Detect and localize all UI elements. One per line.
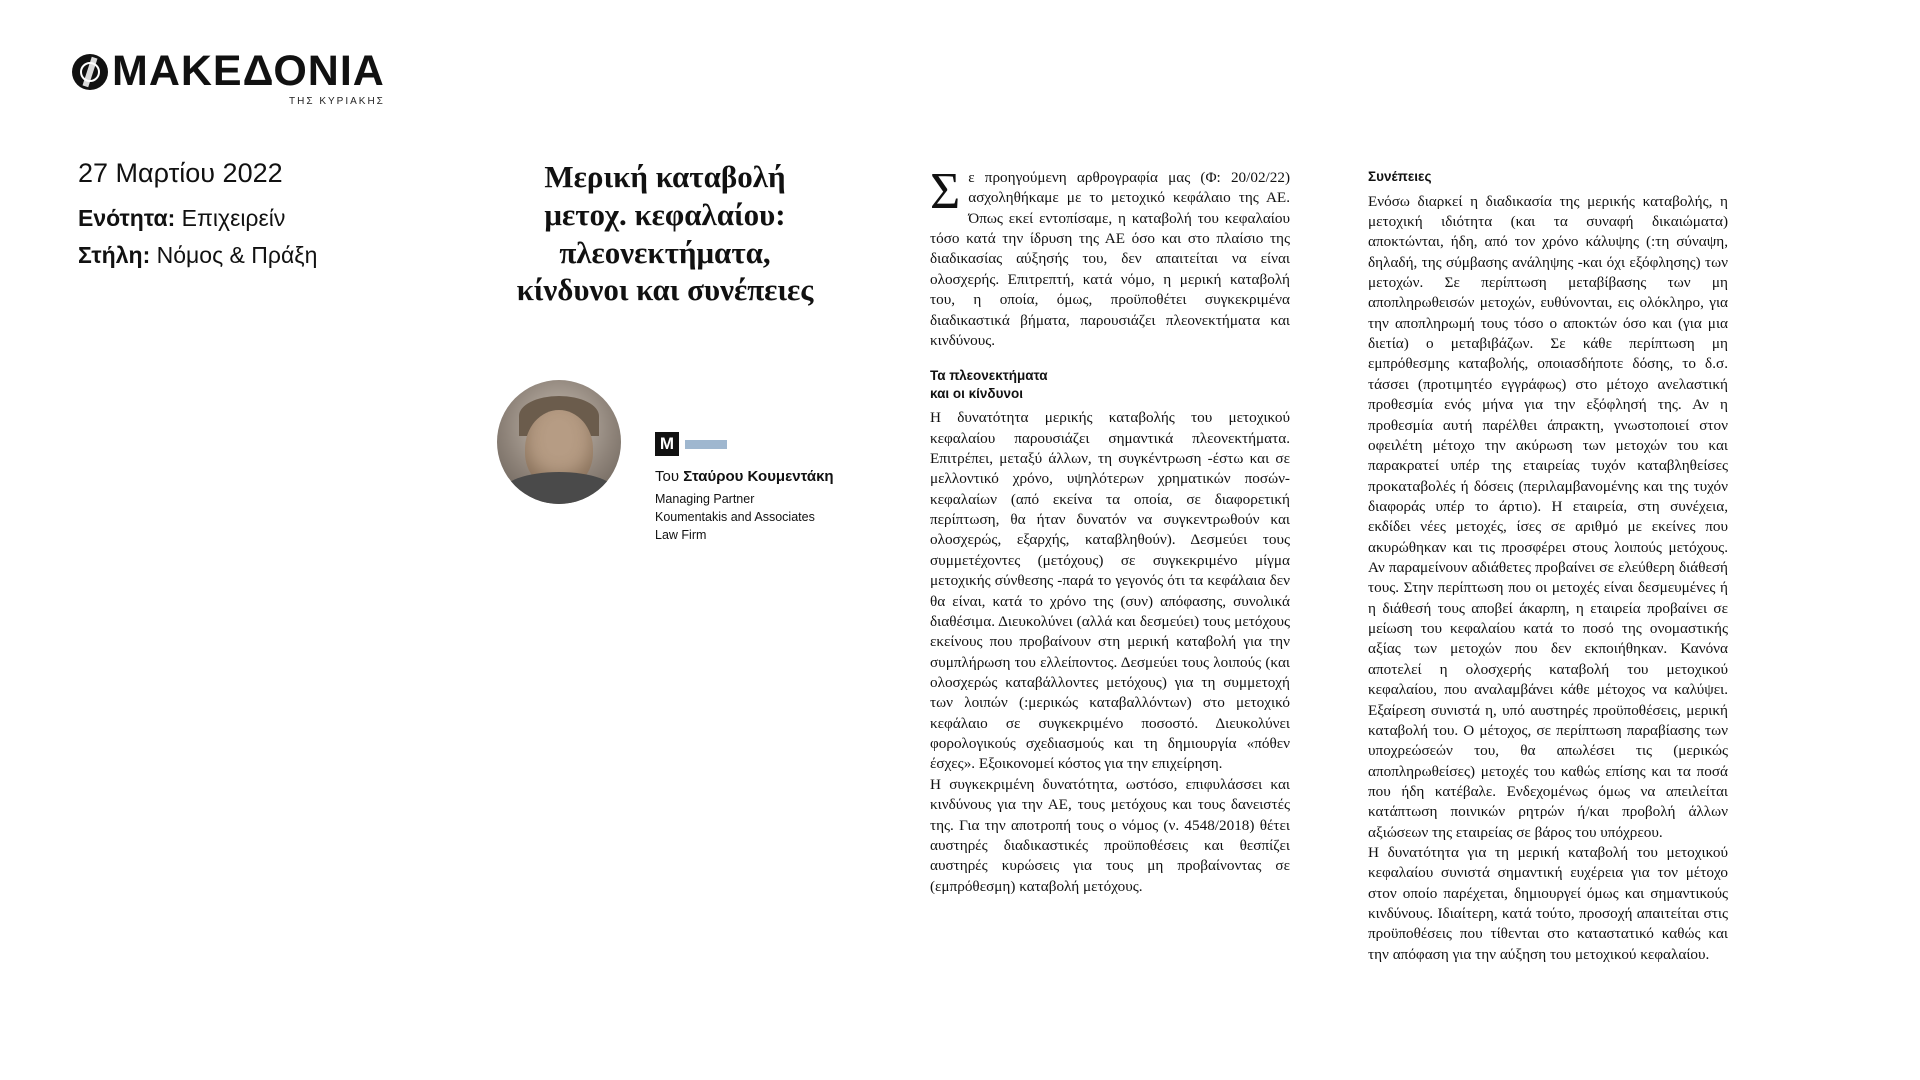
article-meta — [78, 158, 498, 279]
article-column-2 — [930, 163, 1290, 897]
paragraph: Η δυνατότητα για τη μερική καταβολή του μετοχικού κεφαλαίου συνιστά σημαντική ευχέρεια για τον μέτοχο στον οποίο παρέχεται, δημιουργεί όμως και σημαντικούς κινδύνους. Ιδιαίτερη, κατά τούτο, προσοχή απαιτείται στις προϋποθέσεις που τίθενται στο καταστατικό καθώς και την απόφαση για την αύξηση του μετοχικού κεφαλαίου. — [1368, 844, 1728, 963]
column-row — [78, 242, 498, 269]
column-value: Νόμος & Πράξη — [156, 242, 318, 268]
author-byline — [655, 468, 915, 485]
paragraph: Η συγκεκριμένη δυνατότητα, ωστόσο, επιφυλάσσει και κινδύνους για την ΑΕ, τους μετόχους και τους δανειστές της. Για την αποτροπή τους ο νόμος (ν. 4548/2018) θέτει αυστηρές διαδικαστικές προϋποθέσεις και θεσπίζει αυστηρές κυρώσεις για τους μη προβαίνοντας σε (εμπρόθεσμη) καταβολή μετόχους. — [930, 775, 1290, 895]
section-value: Επιχειρείν — [181, 205, 286, 231]
avatar-shoulders-shape — [501, 472, 617, 504]
article-headline: Μερική καταβολή μετοχ. κεφαλαίου: πλεονεκτήματα, κίνδυνοι και συνέπειες — [516, 159, 814, 308]
article-column-3 — [1368, 168, 1728, 965]
firm-logo-letter: Μ — [655, 432, 679, 456]
masthead-title: ΜΑΚΕΔΟΝΙΑ — [112, 47, 385, 95]
lead-paragraph — [930, 163, 1290, 351]
paragraph: Η δυνατότητα μερικής καταβολής του μετοχικού κεφαλαίου παρουσιάζει σημαντικά πλεονεκτήματα. Επιτρέπει, μεταξύ άλλων, τη συγκέντρωση -έστω και σε μελλοντικό χρόνο, υψηλότερων χρηματικών ποσών-κεφαλαίων (από εκείνα τα οποία, σε διαφορετική περίπτωση, θα ήταν δυνατόν να συγκεντρωθούν και ολοσχερώς, εξαρχής, καταβληθούν). Δεσμεύει τους συμμετέχοντες (μετόχους) σε συγκεκριμένο μίγμα μετοχικής σύνθεσης -παρά το γεγονός ότι τα κεφάλαια δεν θα είναι, κατά το χρόνο της (συν) απόφασης, συνολικά διαθέσιμα. Διευκολύνει (αλλά και δεσμεύει) τους μετόχους εκείνους που προβαίνουν στη μερική καταβολή για την συμπλήρωση του ελλείποντος. Δεσμεύει τους λοιπούς (και ολοσχερώς καταβάλλοντες μετόχους) για τη συμμετοχή των λοιπών (:μερικώς καταβαλλόντων) στο μετοχικό κεφάλαιο σε συγκεκριμένο ποσοστό. Διευκολύνει φορολογικούς σχεδιασμούς και τη δημιουργία «πόθεν έσχες». Εξοικονομεί κόστος για την επιχείρηση. — [930, 409, 1290, 773]
paragraph: Ενόσω διαρκεί η διαδικασία της μερικής καταβολής, η μετοχική ιδιότητα (και τα συναφή δικαιώματα) αποκτώνται, ήδη, από τον χρόνο κάλυψης (:τη σύναψη, δηλαδή, της σύμβασης ανάληψης -και όχι εξόφλησης) των μετοχών. Σε περίπτωση μεταβίβασης των μη αποπληρωθεισών μετοχών, ευθύνονται, εις ολόκληρο, για την αποπληρωμή τους τόσο ο αποκτών όσο και (για μια διετία) ο μεταβιβάζων. Σε κάθε περίπτωση μη εμπρόθεσμης καταβολής, οποιασδήποτε δόσης, το δ.σ. τάσσει (προτιμητέο εγγράφως) στο μέτοχο ανελαστική προθεσμία ενός μήνα για την εξόφλησή της. Αν η προθεσμία αυτή παρέλθει άπρακτη, γνωστοποιεί στον οφειλέτη μέτοχο την ακύρωση των μετοχών του και παρακρατεί υπέρ της εταιρείας τυχόν καταβληθείσες προκαταβολές ή δόσεις (περιλαμβανομένης και της τυχόν διαφοράς υπέρ το άρτιο). Η εταιρεία, στη συνέχεια, εκδίδει νέες μετοχές, ίσες σε αριθμό με εκείνες που ακυρώθηκαν και τις προσφέρει στους λοιπούς μετόχους. Αν παραμείνουν αδιάθετες προβαίνει σε ελεύθερη διάθεσή τους. Στην περίπτωση που οι μετοχές είναι δεσμευμένες ή η διάθεσή τους αποβεί άκαρπη, η εταιρεία προβαίνει σε μείωση του κεφαλαίου κατά το ποσό της ονομαστικής αξίας των μετοχών που δεν εκποιήθηκαν. Κανόνα αποτελεί η ολοσχερής καταβολή του μετοχικού κεφαλαίου, που αναλαμβάνει κάθε μέτοχος να καλύψει. Εξαίρεση συνιστά η, υπό αυστηρές προϋποθέσεις, μερική καταβολή του. Ο μέτοχος, σε περίπτωση παραβίασης των υποχρεώσεών του, θα απωλέσει τις (μερικώς αποπληρωθείσες) μετοχές του καθώς επίσης και τα ποσά που ήδη κατέβαλε. Ενδεχομένως όμως να απειλείται κατάπτωση ποινικών ρητρών ή/και προβολή άλλων αξιώσεων της εταιρείας σε βάρος του υπόχρεου. — [1368, 192, 1728, 841]
section-row — [78, 205, 498, 232]
author-role — [655, 490, 915, 544]
masthead-wordmark — [112, 47, 385, 107]
firm-logo — [655, 432, 727, 456]
lead-paragraph-text: ε προηγούμενη αρθρογραφία μας (Φ: 20/02/22) ασχοληθήκαμε με το μετοχικό κεφάλαιο της ΑΕ. Όπως εκεί εντοπίσαμε, η καταβολή του κεφαλαίου τόσο κατά την ίδρυση της ΑΕ όσο και στο πλαίσιο της διαδικασίας αύξησής του, δεν απαιτείται να είναι ολοσχερής. Επιτρεπτή, κατά νόμο, η μερική καταβολή του, η οποία, όμως, προϋποθέτει συγκεκριμένα διαδικαστικά βήματα, παρουσιάζει πλεονεκτήματα και κινδύνους. — [930, 169, 1290, 349]
drop-cap: Σ — [930, 163, 961, 220]
firm-logo-bar-icon — [685, 440, 727, 449]
subheading-advantages-line-1: Τα πλεονεκτήματα — [930, 368, 1048, 384]
author-role-line-2: Koumentakis and Associates — [655, 510, 815, 525]
author-role-line-3: Law Firm — [655, 528, 707, 543]
column-label: Στήλη: — [78, 242, 151, 268]
section-label: Ενότητα: — [78, 205, 176, 231]
masthead-logo-icon — [72, 54, 108, 90]
masthead — [72, 47, 385, 107]
author-avatar — [497, 380, 621, 504]
subheading-advantages-line-2: και οι κίνδυνοι — [930, 385, 1023, 401]
byline-prefix: Του — [655, 468, 680, 485]
masthead-subtitle: ΤΗΣ ΚΥΡΙΑΚΗΣ — [289, 96, 385, 107]
publication-date: 27 Μαρτίου 2022 — [78, 158, 283, 188]
byline-name: Σταύρου Κουμεντάκη — [683, 468, 834, 485]
author-byline-block — [655, 468, 915, 544]
subheading-consequences: Συνέπειες — [1368, 169, 1432, 184]
author-role-line-1: Managing Partner — [655, 492, 755, 506]
subheading-advantages — [930, 367, 1290, 402]
